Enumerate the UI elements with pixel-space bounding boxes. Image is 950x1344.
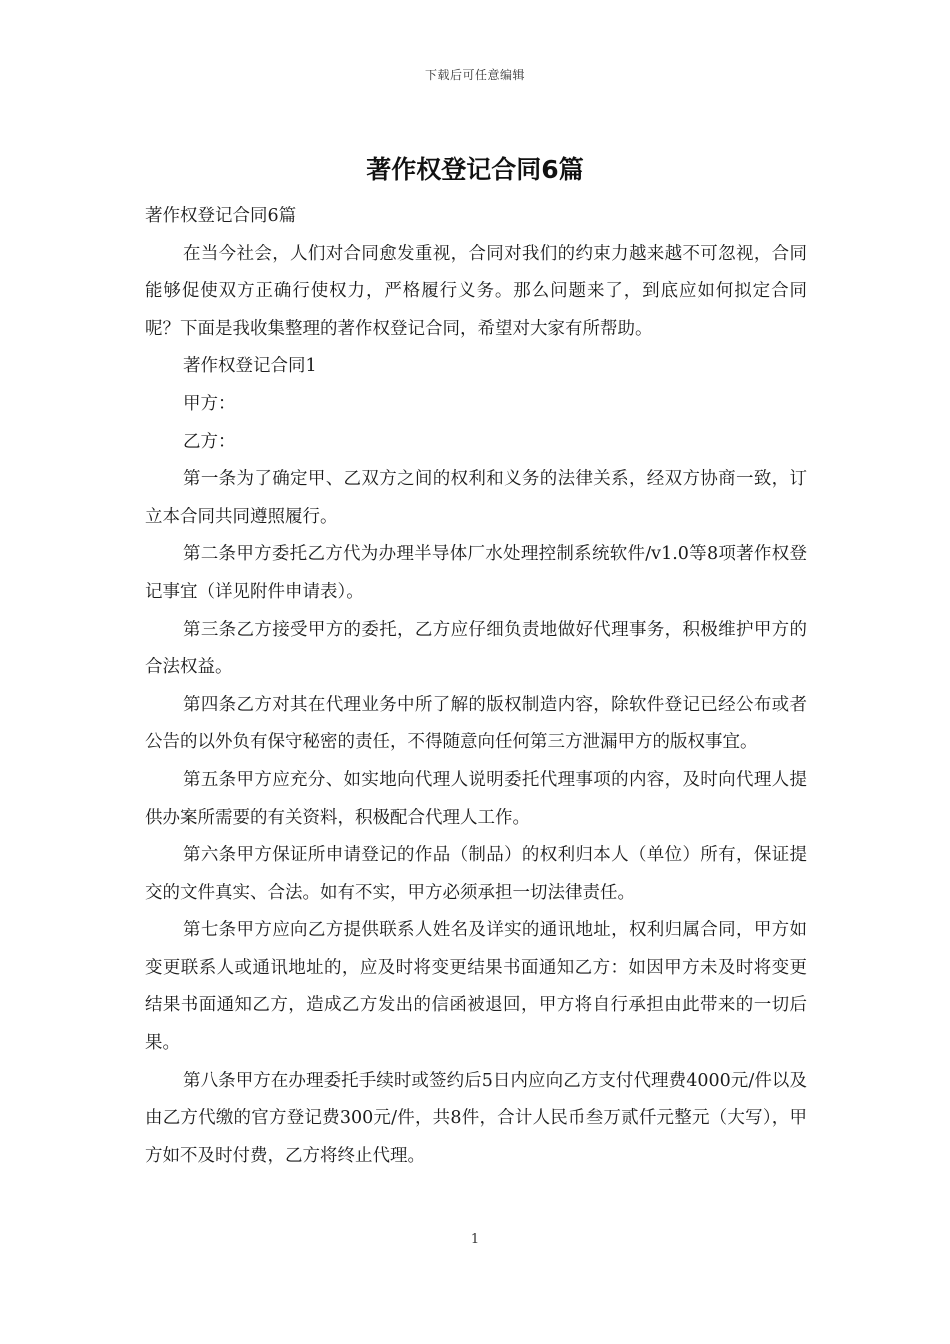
paragraph-article-5: 第五条甲方应充分、如实地向代理人说明委托代理事项的内容，及时向代理人提供办案所需要的有关资料，积极配合代理人工作。 bbox=[145, 769, 807, 828]
document-body bbox=[145, 198, 807, 1175]
paragraph-intro: 在当今社会，人们对合同愈发重视，合同对我们的约束力越来越不可忽视，合同能够促使双方正确行使权力，严格履行义务。那么问题来了，到底应如何拟定合同呢？下面是我收集整理的著作权登记合同，希望对大家有所帮助。 bbox=[145, 243, 807, 339]
paragraph-article-3: 第三条乙方接受甲方的委托，乙方应仔细负责地做好代理事务，积极维护甲方的合法权益。 bbox=[145, 619, 807, 678]
paragraph-contract-heading: 著作权登记合同1 bbox=[183, 356, 317, 377]
paragraph-article-6: 第六条甲方保证所申请登记的作品（制品）的权利归本人（单位）所有，保证提交的文件真实、合法。如有不实，甲方必须承担一切法律责任。 bbox=[145, 845, 807, 903]
paragraph-subtitle: 著作权登记合同6篇 bbox=[145, 206, 297, 226]
document-title: 著作权登记合同6篇 bbox=[366, 155, 584, 184]
paragraph-party-a: 甲方： bbox=[183, 393, 236, 414]
paragraph-article-8: 第八条甲方在办理委托手续时或签约后5日内应向乙方支付代理费4000元/件以及由乙方代缴的官方登记费300元/件，共8件，合计人民币叁万贰仟元整元（大写），甲方如不及时付费，乙方将终止代理。 bbox=[145, 1070, 807, 1166]
paragraph-article-1: 第一条为了确定甲、乙双方之间的权利和义务的法律关系，经双方协商一致，订立本合同共同遵照履行。 bbox=[145, 469, 807, 527]
paragraph-article-4: 第四条乙方对其在代理业务中所了解的版权制造内容，除软件登记已经公布或者公告的以外负有保守秘密的责任，不得随意向任何第三方泄漏甲方的版权事宜。 bbox=[145, 694, 807, 753]
paragraph-party-b: 乙方： bbox=[183, 431, 236, 452]
page-number: 1 bbox=[470, 1232, 480, 1247]
paragraph-article-2: 第二条甲方委托乙方代为办理半导体厂水处理控制系统软件/v1.0等8项著作权登记事宜（详见附件申请表）。 bbox=[145, 544, 807, 602]
header-note: 下载后可任意编辑 bbox=[424, 68, 525, 82]
paragraph-article-7: 第七条甲方应向乙方提供联系人姓名及详实的通讯地址，权利归属合同，甲方如变更联系人或通讯地址的，应及时将变更结果书面通知乙方：如因甲方未及时将变更结果书面通知乙方，造成乙方发出的信函被退回，甲方将自行承担由此带来的一切后果。 bbox=[145, 920, 807, 1054]
